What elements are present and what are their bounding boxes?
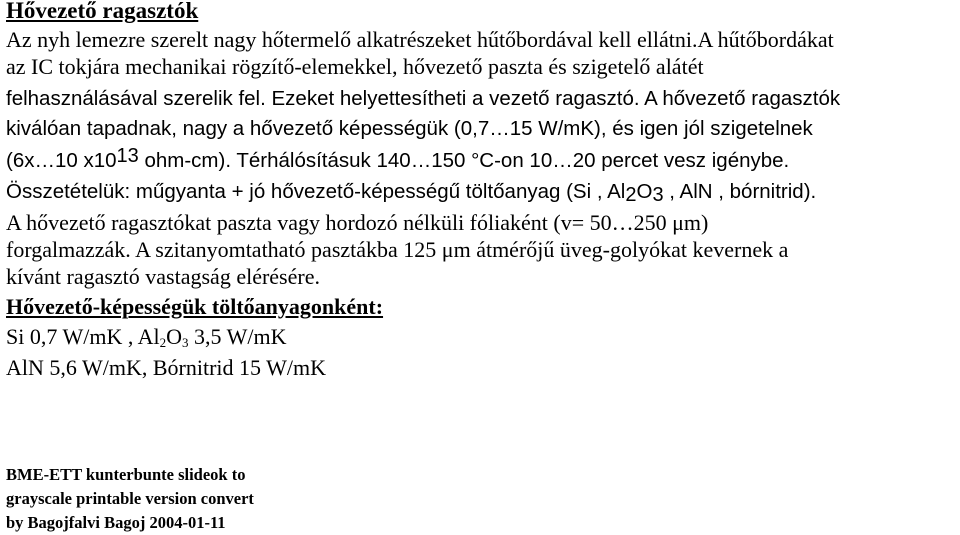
footer-line-2: grayscale printable version convert bbox=[6, 489, 254, 508]
footer-line-1: BME-ETT kunterbunte slideok to bbox=[6, 465, 246, 484]
text-line-6-start: Összetételük: műgyanta + jó hővezető-képességű töltőanyag (Si , Al bbox=[6, 180, 626, 203]
formula-oxygen: O bbox=[166, 324, 183, 349]
text-line-9: kívánt ragasztó vastagság elérésére. bbox=[6, 264, 320, 289]
formula-digit: 3 bbox=[652, 184, 664, 206]
text-line-5-end: ohm-cm). Térhálósításuk 140…150 °C-on 10…20 percet vesz igénybe. bbox=[138, 149, 790, 172]
text-line-5 bbox=[6, 145, 790, 174]
filler-row-2: AlN 5,6 W/mK, Bórnitrid 15 W/mK bbox=[6, 355, 327, 380]
text-line-2: az IC tokjára mechanikai rögzítő-elemekkel, hővezető paszta és szigetelő alátét bbox=[6, 54, 704, 79]
text-line-7: A hővezető ragasztókat paszta vagy hordozó nélküli fóliaként (v= 50…250 μm) bbox=[6, 210, 709, 235]
text-line-6-end: , AlN , bórnitrid). bbox=[663, 180, 817, 203]
text-line-1: Az nyh lemezre szerelt nagy hőtermelő alkatrészeket hűtőbordával kell ellátni.A hűtőbordákat bbox=[6, 27, 834, 52]
formula-digit: 2 bbox=[625, 184, 637, 206]
text-line-6 bbox=[6, 179, 816, 205]
subscript: 2 bbox=[159, 335, 167, 350]
filler-row-1-end: 3,5 W/mK bbox=[188, 324, 287, 349]
text-line-3: felhasználásával szerelik fel. Ezeket helyettesítheti a vezető ragasztó. A hővezető ragasztók bbox=[6, 87, 841, 110]
filler-row-1 bbox=[6, 324, 287, 350]
footer-line-3: by Bagojfalvi Bagoj 2004-01-11 bbox=[6, 513, 226, 532]
filler-row-1-start: Si 0,7 W/mK , Al bbox=[6, 324, 160, 349]
section-heading: Hővezető-képességük töltőanyagonként: bbox=[6, 294, 384, 319]
text-line-8: forgalmazzák. A szitanyomtatható pasztákba 125 μm átmérőjű üveg-golyókat kevernek a bbox=[6, 237, 789, 262]
formula-oxygen: O bbox=[636, 180, 653, 203]
page-title: Hővezető ragasztók bbox=[6, 0, 199, 23]
subscript: 3 bbox=[182, 335, 189, 350]
exponent: 13 bbox=[116, 145, 139, 167]
text-line-4: kiválóan tapadnak, nagy a hővezető képességük (0,7…15 W/mK), és igen jól szigetelnek bbox=[6, 117, 813, 140]
text-line-5-start: (6x…10 x10 bbox=[6, 149, 117, 172]
